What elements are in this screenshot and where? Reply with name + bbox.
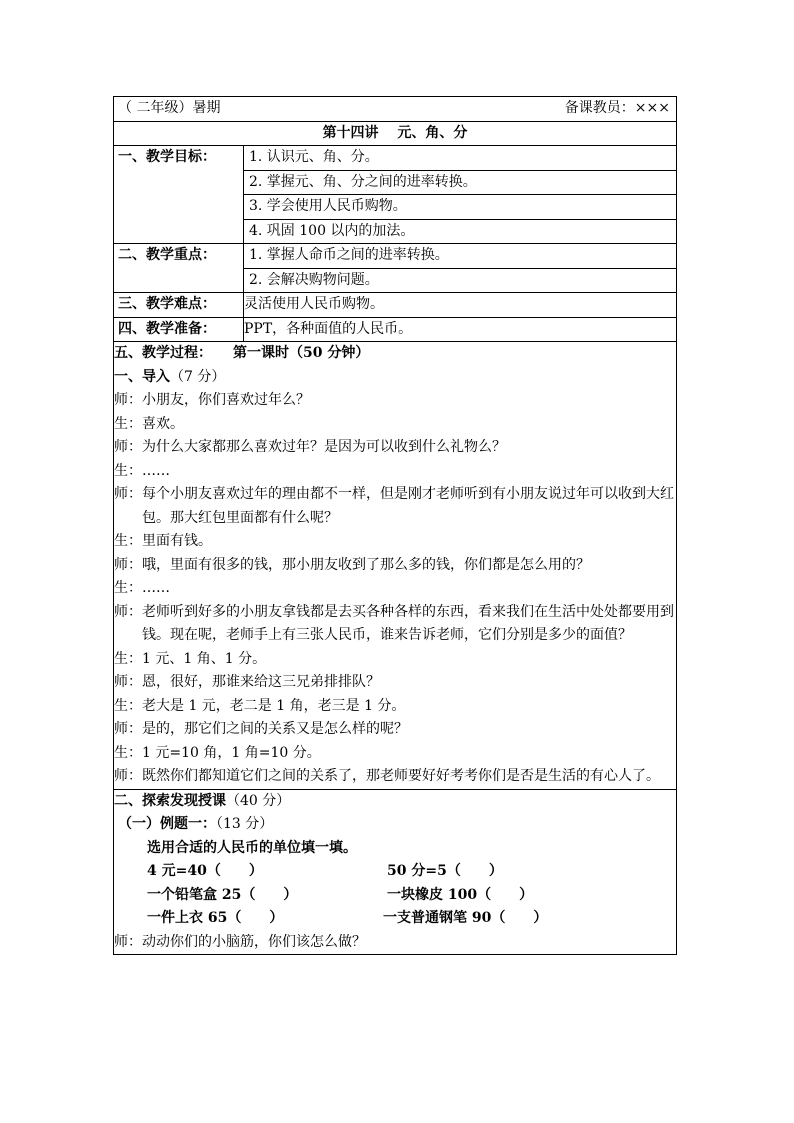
teacher-label: 备课教员：××× bbox=[564, 100, 670, 116]
explore-row bbox=[114, 789, 677, 955]
speaker-label: 师： bbox=[114, 603, 142, 620]
blank-item: 一个铅笔盒 25（ ） bbox=[147, 886, 298, 903]
explore-section bbox=[114, 789, 677, 955]
speech-text: 喜欢。 bbox=[142, 415, 184, 432]
speaker-label: 师： bbox=[114, 439, 142, 455]
dialogue-list bbox=[114, 389, 676, 789]
prep-label: 四、教学准备： bbox=[114, 317, 244, 342]
blank-row bbox=[114, 907, 676, 931]
goals-list bbox=[244, 146, 677, 244]
lesson-plan-table bbox=[113, 96, 677, 955]
speaker-label: 师： bbox=[114, 933, 142, 950]
speech-text: 老大是 1 元，老二是 1 角，老三是 1 分。 bbox=[142, 697, 406, 714]
goal-item: 2. 掌握元、角、分之间的进率转换。 bbox=[244, 171, 676, 196]
difficulty-label: 三、教学难点： bbox=[114, 293, 244, 318]
speaker-label: 师： bbox=[114, 486, 142, 502]
process-row bbox=[114, 342, 677, 790]
example-instruction: 选用合适的人民币的单位填一填。 bbox=[147, 839, 357, 856]
dialogue-line bbox=[114, 389, 676, 413]
prep-text: PPT，各种面值的人民币。 bbox=[244, 317, 677, 342]
difficulty-row bbox=[114, 293, 677, 318]
blank-row bbox=[114, 884, 676, 908]
goal-item: 4. 巩固 100 以内的加法。 bbox=[249, 222, 415, 239]
process-heading: 五、教学过程： 第一课时（50 分钟） bbox=[114, 345, 370, 361]
speaker-label: 师： bbox=[114, 556, 142, 573]
example-time: （13 分） bbox=[216, 816, 274, 832]
speech-text: 为什么大家都那么喜欢过年？是因为可以收到什么礼物么？ bbox=[142, 439, 506, 455]
goals-row bbox=[114, 146, 677, 244]
header-row bbox=[114, 97, 677, 122]
key-points-label: 二、教学重点： bbox=[114, 244, 244, 293]
goal-item: 3. 学会使用人民币购物。 bbox=[244, 195, 676, 220]
dialogue-line bbox=[114, 695, 676, 719]
speaker-label: 师： bbox=[114, 392, 142, 408]
blank-row bbox=[114, 860, 676, 884]
intro-time: （7 分） bbox=[170, 368, 226, 385]
speech-text: 哦，里面有很多的钱，那小朋友收到了那么多的钱，你们都是怎么用的？ bbox=[142, 556, 590, 573]
dialogue-line bbox=[114, 601, 676, 648]
dialogue-line bbox=[114, 648, 676, 672]
speech-text: …… bbox=[142, 580, 170, 596]
key-points-row bbox=[114, 244, 677, 293]
speech-text: 小朋友，你们喜欢过年么？ bbox=[142, 392, 310, 408]
dialogue-line bbox=[114, 671, 676, 695]
speech-text: 动动你们的小脑筋，你们该怎么做？ bbox=[142, 933, 366, 950]
speaker-label: 生： bbox=[114, 533, 142, 549]
explore-heading-line bbox=[114, 790, 676, 814]
speaker-label: 师： bbox=[114, 674, 142, 690]
speech-text: 是的，那它们之间的关系又是怎么样的呢？ bbox=[142, 721, 408, 737]
teacher-prompt-line bbox=[114, 931, 676, 955]
dialogue-line bbox=[114, 413, 676, 437]
goals-label: 一、教学目标： bbox=[114, 146, 244, 244]
process-section bbox=[114, 342, 677, 790]
speech-text: 1 元、1 角、1 分。 bbox=[142, 650, 267, 667]
speaker-label: 师： bbox=[114, 768, 142, 784]
speech-text: 1 元=10 角，1 角=10 分。 bbox=[142, 744, 321, 761]
speaker-label: 生： bbox=[114, 580, 142, 596]
key-point-item: 1. 掌握人命币之间的进率转换。 bbox=[244, 244, 676, 269]
dialogue-line bbox=[114, 436, 676, 460]
dialogue-line bbox=[114, 483, 676, 530]
dialogue-line bbox=[114, 530, 676, 554]
lesson-plan-page bbox=[113, 96, 676, 955]
speaker-label: 师： bbox=[114, 721, 142, 737]
key-points-list bbox=[244, 244, 677, 293]
grade-label: （ 二年级）暑期 bbox=[118, 100, 221, 116]
goal-item: 1. 认识元、角、分。 bbox=[244, 146, 676, 171]
speech-text: …… bbox=[142, 462, 170, 479]
speech-text: 老师听到好多的小朋友拿钱都是去买各种各样的东西，看来我们在生活中处处都要用到钱。现在呢，老师手上有三张人民币，谁来告诉老师，它们分别是多少的面值？ bbox=[142, 603, 674, 643]
intro-heading: 一、导入 bbox=[114, 368, 170, 385]
example-heading-line bbox=[114, 813, 676, 837]
speaker-label: 生： bbox=[114, 697, 142, 714]
blank-item: 一块橡皮 100（ ） bbox=[387, 886, 534, 903]
speech-text: 恩，很好，那谁来给这三兄弟排排队？ bbox=[142, 674, 380, 690]
key-point-item: 2. 会解决购物问题。 bbox=[249, 271, 379, 288]
intro-heading-line bbox=[114, 366, 676, 390]
blank-item: 50 分=5（ ） bbox=[387, 863, 503, 879]
prep-row bbox=[114, 317, 677, 342]
dialogue-line bbox=[114, 554, 676, 578]
blank-item: 一支普通钢笔 90（ ） bbox=[383, 910, 548, 926]
speaker-label: 生： bbox=[114, 462, 142, 479]
speech-text: 既然你们都知道它们之间的关系了，那老师要好好考考你们是否是生活的有心人了。 bbox=[142, 768, 660, 784]
speech-text: 里面有钱。 bbox=[142, 533, 212, 549]
blank-item: 一件上衣 65（ ） bbox=[147, 910, 284, 926]
lesson-title: 第十四讲 元、角、分 bbox=[114, 121, 677, 146]
dialogue-line bbox=[114, 718, 676, 742]
speaker-label: 生： bbox=[114, 650, 142, 667]
explore-heading: 二、探索发现授课 bbox=[114, 792, 226, 809]
example-label: （一）例题一： bbox=[118, 816, 216, 832]
dialogue-line bbox=[114, 742, 676, 766]
dialogue-line bbox=[114, 765, 676, 789]
speaker-label: 生： bbox=[114, 415, 142, 432]
title-row bbox=[114, 121, 677, 146]
speaker-label: 生： bbox=[114, 744, 142, 761]
dialogue-line bbox=[114, 577, 676, 601]
speech-text: 每个小朋友喜欢过年的理由都不一样，但是刚才老师听到有小朋友说过年可以收到大红包。那大红包里面都有什么呢？ bbox=[142, 486, 674, 526]
dialogue-line bbox=[114, 460, 676, 484]
blank-item: 4 元=40（ ） bbox=[147, 863, 263, 879]
difficulty-text: 灵活使用人民币购物。 bbox=[244, 293, 677, 318]
explore-time: （40 分） bbox=[226, 792, 291, 809]
